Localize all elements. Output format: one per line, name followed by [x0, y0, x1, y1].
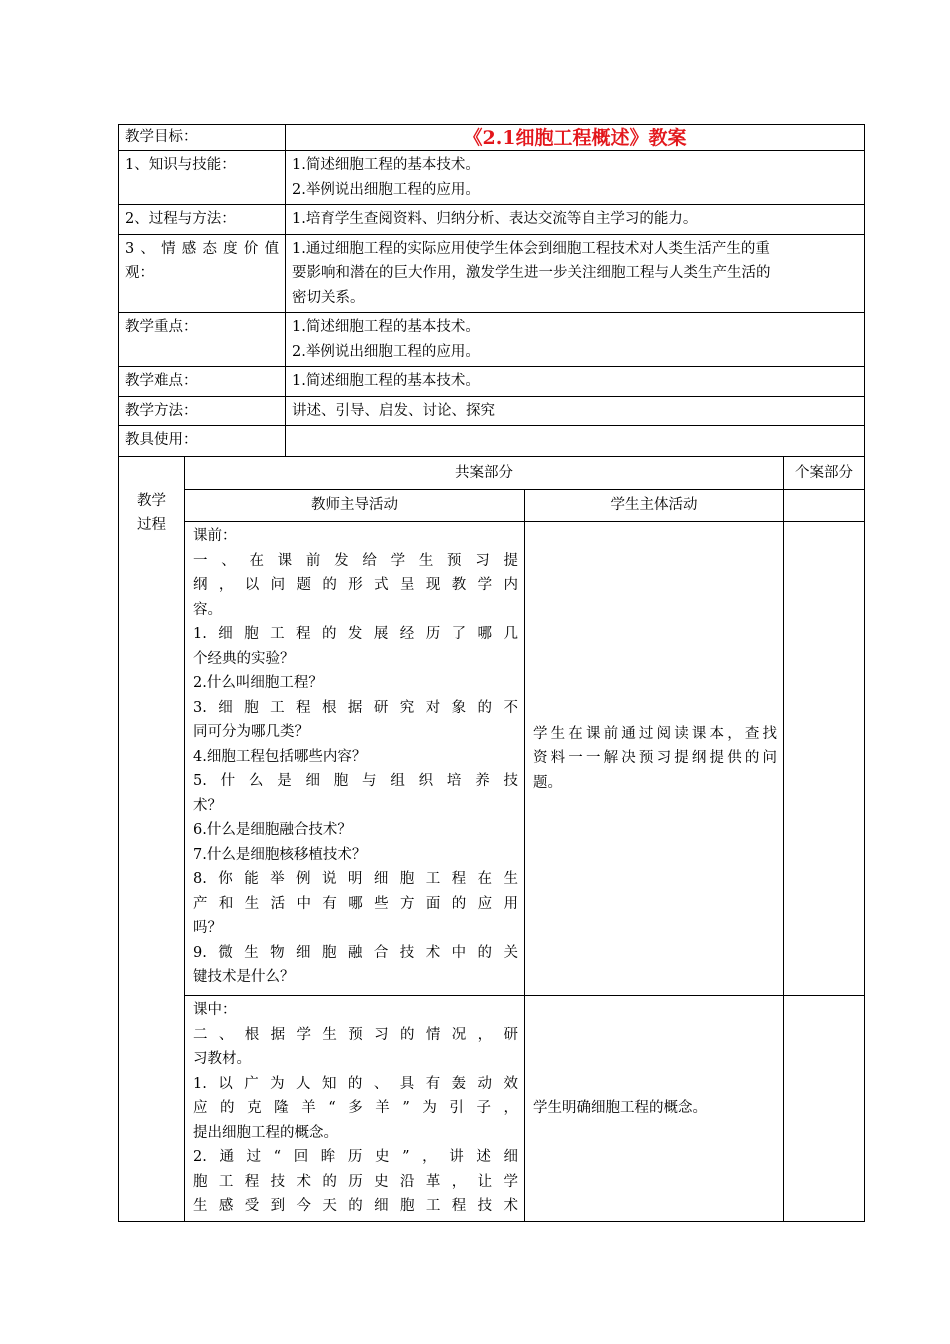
student-activity-header: 学生主体活动: [525, 490, 784, 522]
process-method-label: 2、过程与方法：: [119, 205, 286, 235]
tools-row: [119, 426, 865, 457]
key-points-line-2: 2.举例说出细胞工程的应用。: [292, 343, 480, 360]
knowledge-line-2: 2.举例说出细胞工程的应用。: [292, 181, 480, 198]
method-line-1: 讲述、引导、启发、讨论、探究: [292, 402, 495, 419]
key-points-line-1: 1.简述细胞工程的基本技术。: [292, 319, 480, 335]
emotion-label: [119, 234, 286, 313]
in-class-row: [119, 996, 865, 1222]
pre-class-teacher-cell: [185, 522, 525, 996]
in-class-student-cell: [525, 996, 784, 1222]
lesson-plan-page: [118, 124, 864, 1222]
teacher-line: 产和生活中有哪些方面的应用: [193, 895, 518, 912]
method-label: 教学方法：: [119, 396, 286, 426]
shared-plan-header: 共案部分: [185, 457, 784, 490]
pre-class-row: [119, 522, 865, 996]
teacher-line: 7.什么是细胞核移植技术？: [193, 846, 367, 863]
emotion-line-3: 密切关系。: [292, 289, 365, 306]
teacher-line: 4.细胞工程包括哪些内容？: [193, 748, 367, 765]
teacher-line: 胞工程技术的历史沿革，让学: [193, 1173, 518, 1190]
teacher-line: 一、在课前发给学生预习提: [193, 552, 518, 569]
activity-header-row: [119, 490, 865, 522]
emotion-line-2: 要影响和潜在的巨大作用，激发学生进一步关注细胞工程与人类生产生活的: [292, 265, 771, 281]
process-method-row: [119, 205, 865, 235]
method-content: [286, 396, 865, 426]
teacher-line: 1.细胞工程的发展经历了哪几: [193, 626, 518, 642]
emotion-line-1: 1.通过细胞工程的实际应用使学生体会到细胞工程技术对人类生活产生的重: [292, 240, 770, 257]
teacher-line: 二、根据学生预习的情况，研: [193, 1026, 518, 1043]
objective-row: [119, 125, 865, 151]
knowledge-content: [286, 151, 865, 205]
student-line: 学生在课前通过阅读课本，查找: [533, 725, 777, 742]
knowledge-label: 1、知识与技能：: [119, 151, 286, 205]
teacher-line: 提出细胞工程的概念。: [193, 1124, 338, 1141]
emotion-label-line-1: 3、情感态度价值: [125, 240, 279, 257]
key-points-row: [119, 313, 865, 367]
teacher-line: 2.什么叫细胞工程？: [193, 675, 323, 691]
teacher-line: 2.通过“回眸历史”，讲述细: [193, 1149, 518, 1165]
teacher-line: 1.以广为人知的、具有轰动效: [193, 1075, 518, 1092]
process-method-line-1: 1.培育学生查阅资料、归纳分析、表达交流等自主学习的能力。: [292, 211, 698, 227]
difficulty-content: [286, 367, 865, 397]
process-header-row: [119, 457, 865, 490]
teacher-line: 键技术是什么？: [193, 969, 295, 985]
knowledge-line-1: 1.简述细胞工程的基本技术。: [292, 157, 480, 173]
teacher-line: 个经典的实验？: [193, 650, 295, 667]
method-row: [119, 396, 865, 426]
emotion-row: [119, 234, 865, 313]
teacher-line: 同可分为哪几类？: [193, 724, 309, 740]
teaching-process-label: [119, 457, 185, 1222]
individual-plan-header: 个案部分: [784, 457, 865, 490]
process-label-line-2: 过程: [137, 517, 166, 533]
pre-class-individual-cell: [784, 522, 865, 996]
teacher-line: 课前：: [193, 528, 237, 544]
in-class-teacher-cell: [185, 996, 525, 1222]
key-points-content: [286, 313, 865, 367]
difficulty-line-1: 1.简述细胞工程的基本技术。: [292, 373, 480, 389]
teacher-line: 6.什么是细胞融合技术？: [193, 822, 352, 838]
teacher-line: 9.微生物细胞融合技术中的关: [193, 944, 518, 961]
difficulty-label: 教学难点：: [119, 367, 286, 397]
emotion-label-line-2: 观：: [125, 265, 154, 281]
difficulty-row: [119, 367, 865, 397]
teacher-line: 应的克隆羊“多羊”为引子，: [193, 1100, 518, 1116]
knowledge-row: [119, 151, 865, 205]
teacher-line: 生感受到今天的细胞工程技术: [193, 1198, 518, 1214]
student-line: 题。: [533, 774, 562, 791]
emotion-content: [286, 234, 865, 313]
tools-label: 教具使用：: [119, 426, 286, 457]
in-class-individual-cell: [784, 996, 865, 1222]
teacher-line: 吗？: [193, 920, 222, 936]
teacher-line: 5.什么是细胞与组织培养技: [193, 773, 518, 789]
teacher-line: 容。: [193, 601, 222, 618]
student-line: 资料一一解决预习提纲提供的问: [533, 750, 777, 767]
student-line: 学生明确细胞工程的概念。: [533, 1100, 707, 1116]
teacher-line: 习教材。: [193, 1051, 251, 1067]
individual-activity-header-empty: [784, 490, 865, 522]
teacher-line: 3.细胞工程根据研究对象的不: [193, 699, 518, 716]
teacher-activity-header: 教师主导活动: [185, 490, 525, 522]
teacher-line: 8.你能举例说明细胞工程在生: [193, 871, 518, 887]
process-label-line-1: 教学: [137, 493, 166, 509]
teacher-line: 纲，以问题的形式呈现教学内: [193, 577, 518, 593]
pre-class-student-cell: [525, 522, 784, 996]
teacher-line: 课中：: [193, 1002, 237, 1018]
key-points-label: 教学重点：: [119, 313, 286, 367]
document-title: 《2.1细胞工程概述》教案: [286, 125, 865, 151]
tools-content: [286, 426, 865, 457]
process-method-content: [286, 205, 865, 235]
lesson-plan-table: [118, 124, 865, 1222]
objective-label: 教学目标：: [119, 125, 286, 151]
teacher-line: 术？: [193, 797, 222, 814]
